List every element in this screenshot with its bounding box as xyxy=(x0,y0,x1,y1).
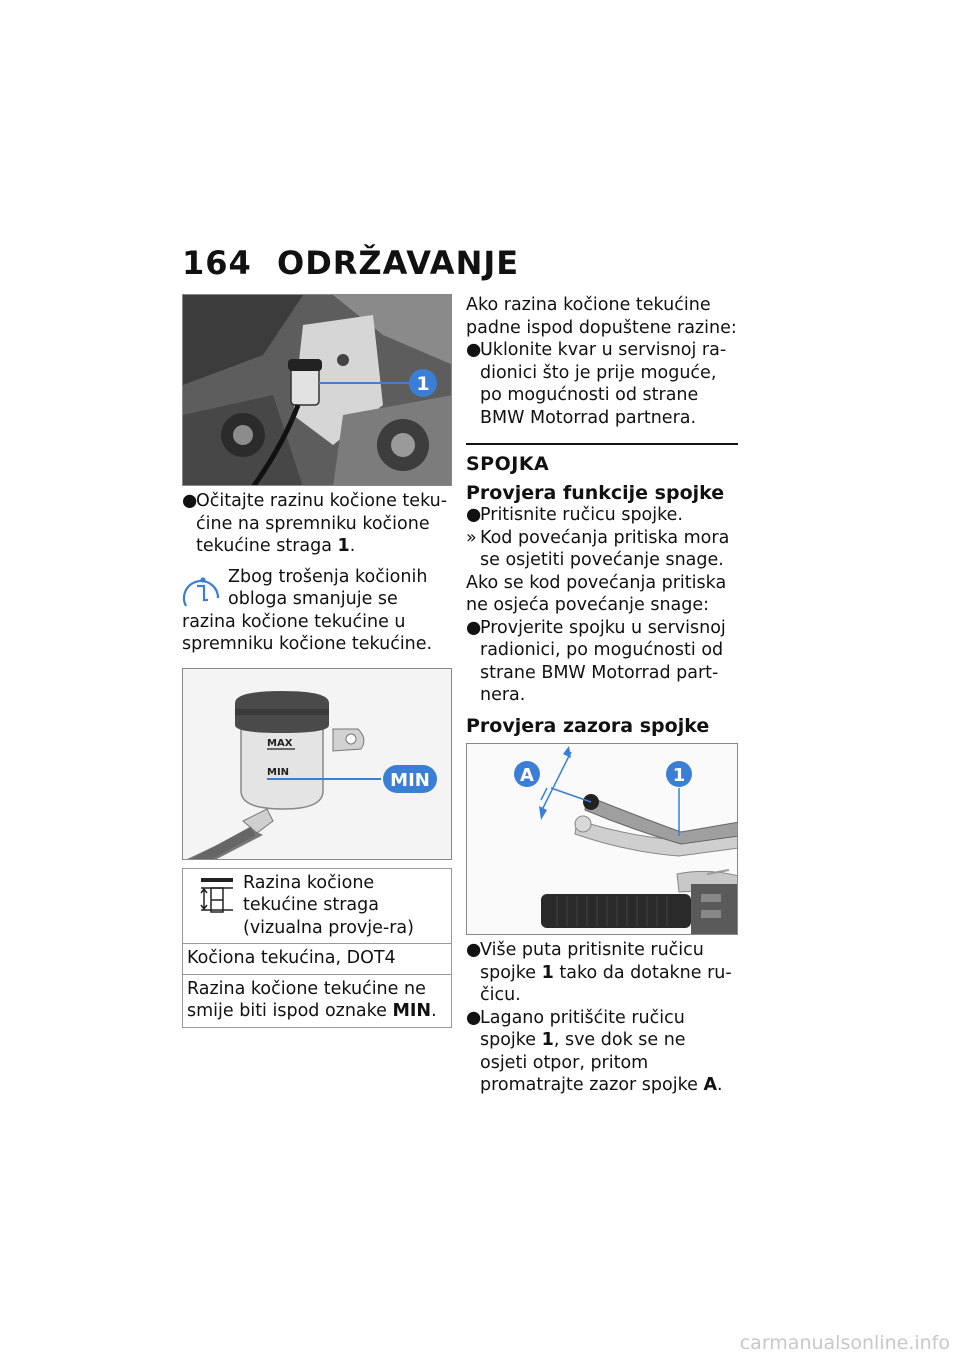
info-icon xyxy=(182,568,222,608)
bullet-marker: ● xyxy=(466,940,482,960)
ref-a: A xyxy=(703,1075,717,1095)
ref-1: 1 xyxy=(541,962,554,983)
result-text: Kod povećanja pritiska mora se osjetiti povećanje snage. xyxy=(480,527,730,570)
repair-text: Uklonite kvar u servisnoj ra-dionici što je prije moguće, po mogućnosti od strane BMW Motorrad partnera. xyxy=(480,340,727,428)
spec-fluid: Kočiona tekućina, DOT4 xyxy=(187,948,396,968)
section-title: ODRŽAVANJE xyxy=(277,244,520,282)
left-column xyxy=(182,294,452,1028)
level-gauge-icon xyxy=(197,876,237,918)
condition-text: Ako se kod povećanja pritiska ne osjeća povećanje snage: xyxy=(466,572,727,615)
subheading-clutch-function: Provjera funkcije spojke xyxy=(466,481,725,504)
gentle-press-text-mid: , sve dok se ne osjeti otpor, pritom promatrajte zazor spojke xyxy=(480,1030,704,1095)
reservoir-level-illustration xyxy=(183,669,452,860)
ref-1: 1 xyxy=(541,1030,554,1050)
list-item xyxy=(466,617,738,707)
callout-1: 1 xyxy=(672,765,686,786)
spec-row-fluid xyxy=(183,943,451,974)
bullet-marker: ● xyxy=(466,1007,482,1028)
min-callout: MIN xyxy=(390,769,430,791)
info-note xyxy=(182,566,452,656)
list-item: ● Očitajte razinu kočione teku-ćine na spremniku kočione tekućine straga 1. xyxy=(182,491,448,556)
list-item xyxy=(466,504,738,527)
clutch-lever-illustration xyxy=(467,744,738,935)
list-item xyxy=(466,339,738,429)
subheading-clutch-play: Provjera zazora spojke xyxy=(466,714,710,737)
bullet-marker: ● xyxy=(466,617,482,638)
intro-text: Ako razina kočione tekućine padne ispod dopuštene razine: xyxy=(466,295,737,338)
gentle-press-text: Lagano pritišćite ručicu spojke xyxy=(480,1007,685,1050)
bullet-marker: ● xyxy=(466,505,482,525)
check-level-text: Očitajte razinu kočione teku-ćine na spremniku kočione tekućine straga xyxy=(196,491,448,556)
section-heading: SPOJKA xyxy=(466,443,738,476)
rear-brake-reservoir-photo xyxy=(183,295,452,486)
workshop-text: Provjerite spojku u servisnoj radionici, po mogućnosti od strane BMW Motorrad part-nera. xyxy=(480,617,726,705)
result-marker: » xyxy=(466,527,477,548)
spec-row-limit: Razina kočione tekućine ne smije biti ispod oznake MIN. xyxy=(183,974,451,1027)
min-mark-label: MIN xyxy=(267,766,290,778)
list-item xyxy=(466,939,738,1007)
list-item xyxy=(466,1007,738,1097)
bullet-marker: ● xyxy=(182,491,198,511)
ref-1: 1 xyxy=(337,536,350,556)
page-header xyxy=(182,244,519,282)
bullet-marker: ● xyxy=(466,340,482,360)
callout-a: A xyxy=(520,765,534,786)
figure-rear-brake-reservoir xyxy=(182,294,452,486)
right-column xyxy=(466,294,738,1097)
figure-clutch-lever xyxy=(466,743,738,935)
press-lever-text: Pritisnite ručicu spojke. xyxy=(480,505,683,525)
footer-watermark[interactable]: carmanualsonline.info xyxy=(739,1332,950,1354)
note-text: Zbog trošenja kočionih obloga smanjuje se razina kočione tekućine u spremniku kočione tekućine. xyxy=(182,566,433,654)
figure-reservoir-levels xyxy=(182,668,452,860)
spec-box xyxy=(182,868,452,1028)
spec-title: Razina kočione tekućine straga (vizualna provje-ra) xyxy=(243,872,414,938)
spec-limit-ref: MIN xyxy=(392,1001,432,1021)
gentle-press-text-end: . xyxy=(716,1075,723,1095)
page-number: 164 xyxy=(182,244,252,282)
spec-row-title xyxy=(183,869,451,944)
figure1-callout: 1 xyxy=(416,373,430,395)
max-mark-label: MAX xyxy=(267,737,293,749)
pull-lever-text-end: tako da dotakne ru-čicu. xyxy=(480,962,732,1005)
spec-limit-text: Razina kočione tekućine ne smije biti ispod oznake xyxy=(187,978,426,1021)
result-item xyxy=(466,527,738,572)
pull-lever-text: Više puta pritisnite ručicu spojke xyxy=(480,940,704,983)
